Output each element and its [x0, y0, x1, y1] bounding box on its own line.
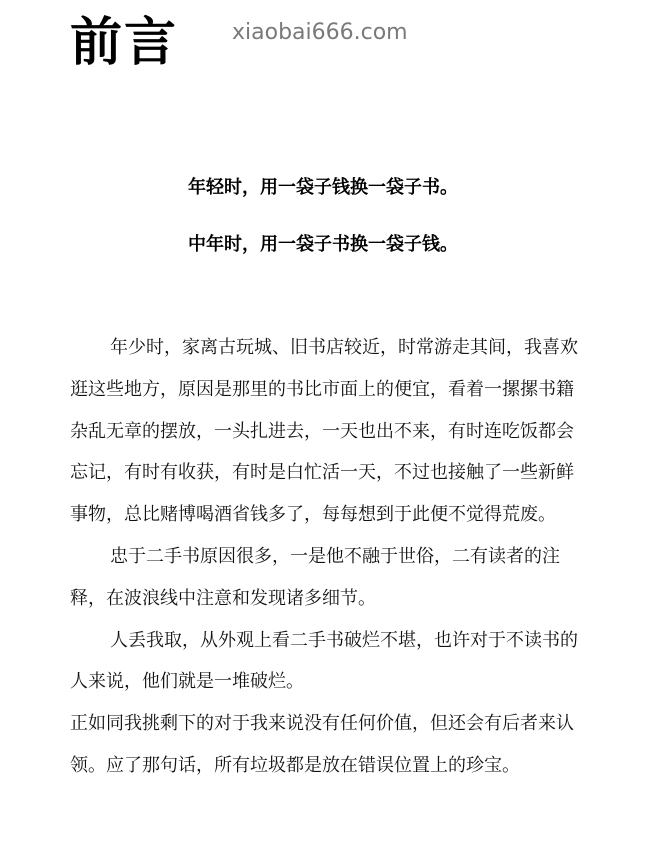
- paragraph-2: 忠于二手书原因很多，一是他不融于世俗，二有读者的注释，在波浪线中注意和发现诸多细节。: [70, 545, 560, 609]
- body-text: [70, 327, 588, 787]
- page-title: 前言: [70, 12, 179, 73]
- paragraph-1: 年少时，家离古玩城、旧书店较近，时常游走其间，我喜欢逛这些地方，原因是那里的书比市面上的便宜，看着一摞摞书籍杂乱无章的摆放，一头扎进去，一天也出不来，有时连吃饭都会忘记，有时有收获，有时是白忙活一天，不过也接触了一些新鲜事物，总比赌博喝酒省钱多了，每每想到于此便不觉得荒废。: [70, 337, 578, 526]
- epigraph-line-1: 年轻时，用一袋子钱换一袋子书。: [188, 177, 458, 198]
- paragraph-3: 人丢我取，从外观上看二手书破烂不堪，也许对于不读书的人来说，他们就是一堆破烂。: [70, 629, 578, 693]
- epigraph-line-2: 中年时，用一袋子书换一袋子钱。: [188, 234, 458, 255]
- paragraph-4: 正如同我挑剩下的对于我来说没有任何价值，但还会有后者来认领。应了那句话，所有垃圾都是放在错误位置上的珍宝。: [70, 713, 574, 776]
- watermark-text: xiaobai666.com: [232, 20, 408, 45]
